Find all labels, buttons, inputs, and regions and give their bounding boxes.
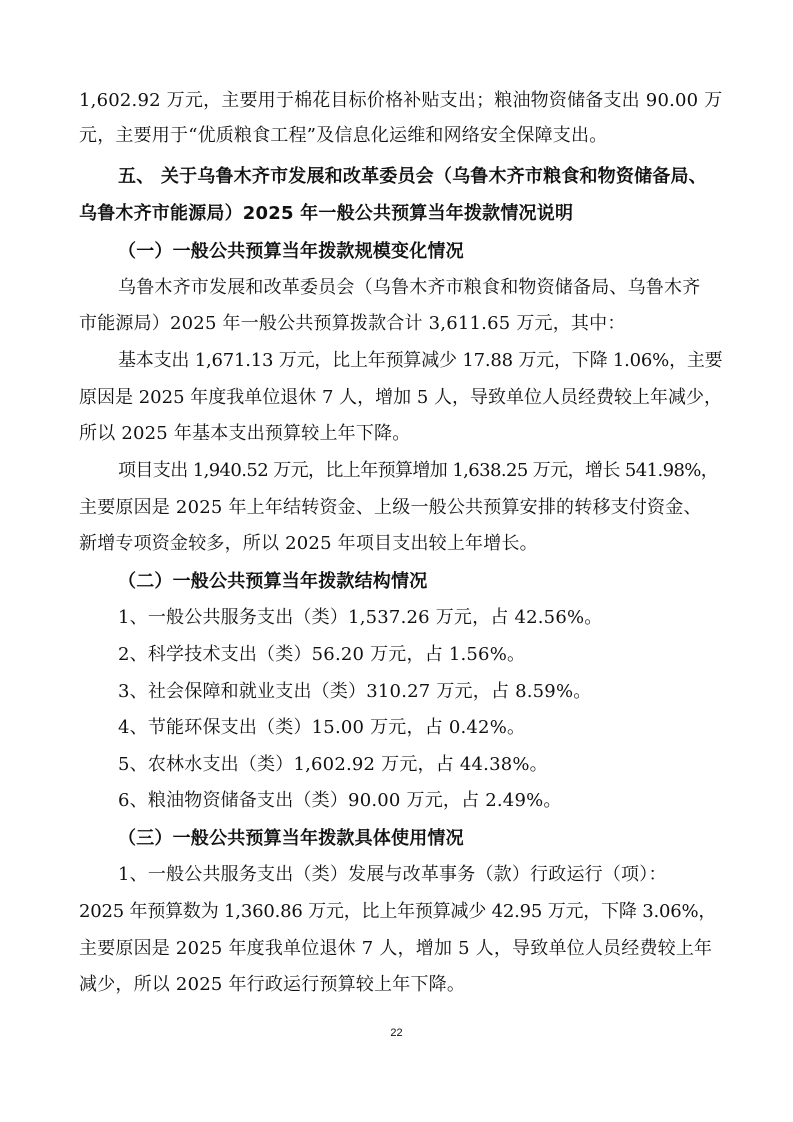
subsection-heading-2: （二）一般公共预算当年拨款结构情况 (118, 571, 428, 592)
paragraph-line: 基本支出 1,671.13 万元，比上年预算减少 17.88 万元，下降 1.06%，主要 (118, 350, 723, 371)
subsection-heading-1: （一）一般公共预算当年拨款规模变化情况 (118, 241, 464, 262)
paragraph-line: 主要原因是 2025 年上年结转资金、上级一般公共预算安排的转移支付资金、 (79, 497, 702, 518)
section-title-line-1: 五、 关于乌鲁木齐市发展和改革委员会（乌鲁木齐市粮食和物资储备局、 (118, 166, 707, 187)
paragraph-line: 原因是 2025 年度我单位退休 7 人，增加 5 人，导致单位人员经费较上年减少， (79, 387, 723, 408)
paragraph-line: 主要原因是 2025 年度我单位退休 7 人，增加 5 人，导致单位人员经费较上年 (79, 938, 713, 959)
paragraph-line: 所以 2025 年基本支出预算较上年下降。 (79, 423, 411, 444)
paragraph-line: 1、一般公共服务支出（类）发展与改革事务（款）行政运行（项）： (118, 864, 667, 885)
paragraph-line: 新增专项资金较多，所以 2025 年项目支出较上年增长。 (79, 533, 538, 554)
intro-line-1: 1,602.92 万元，主要用于棉花目标价格补贴支出；粮油物资储备支出 90.00 万 (79, 90, 723, 111)
list-item: 6、粮油物资储备支出（类）90.00 万元，占 2.49%。 (118, 790, 562, 811)
paragraph-line: 市能源局）2025 年一般公共预算拨款合计 3,611.65 万元，其中： (79, 313, 626, 334)
paragraph-line: 项目支出 1,940.52 万元，比上年预算增加 1,638.25 万元，增长 541.98%， (118, 460, 719, 481)
list-item: 5、农林水支出（类）1,602.92 万元，占 44.38%。 (118, 754, 548, 775)
page-number: 22 (390, 1027, 403, 1039)
list-item: 4、节能环保支出（类）15.00 万元，占 0.42%。 (118, 717, 526, 738)
section-title-line-2: 乌鲁木齐市能源局）2025 年一般公共预算当年拨款情况说明 (79, 203, 574, 224)
paragraph-line: 乌鲁木齐市发展和改革委员会（乌鲁木齐市粮食和物资储备局、乌鲁木齐 (118, 277, 701, 298)
subsection-heading-3: （三）一般公共预算当年拨款具体使用情况 (118, 828, 464, 849)
paragraph-line: 2025 年预算数为 1,360.86 万元，比上年预算减少 42.95 万元，下降 3.06%， (79, 901, 717, 922)
paragraph-line: 减少，所以 2025 年行政运行预算较上年下降。 (79, 974, 466, 995)
list-item: 3、社会保障和就业支出（类）310.27 万元，占 8.59%。 (118, 681, 592, 702)
intro-line-2: 元，主要用于“优质粮食工程”及信息化运维和网络安全保障支出。 (79, 125, 608, 146)
list-item: 1、一般公共服务支出（类）1,537.26 万元，占 42.56%。 (118, 607, 603, 628)
list-item: 2、科学技术支出（类）56.20 万元，占 1.56%。 (118, 644, 526, 665)
